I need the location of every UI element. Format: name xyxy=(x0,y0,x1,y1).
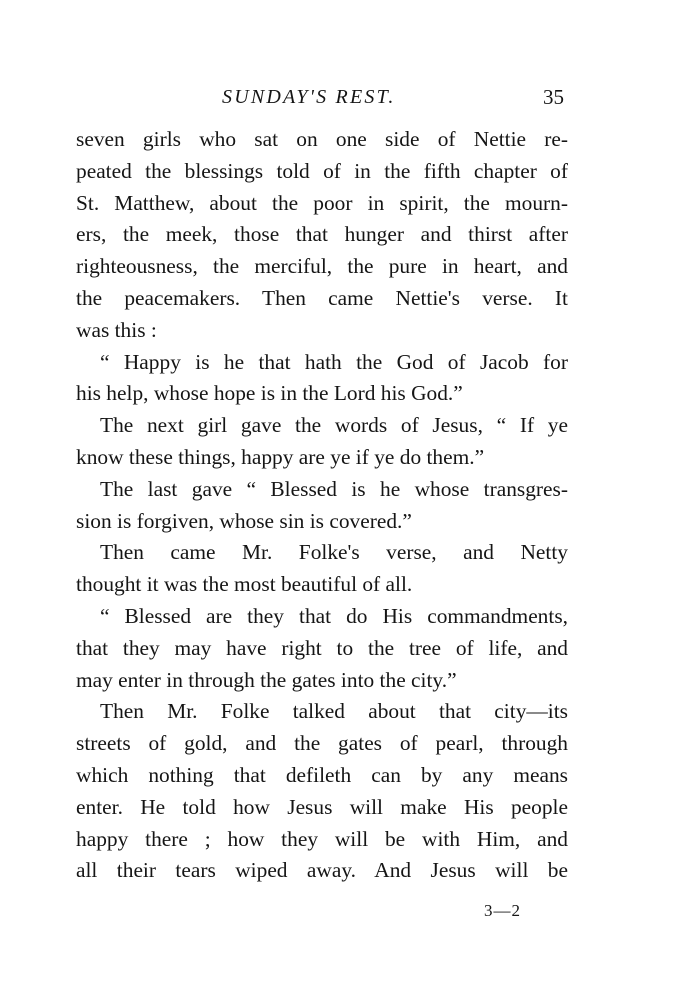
text-line: thought it was the most beautiful of all. xyxy=(76,572,413,597)
running-title: SUNDAY'S REST. xyxy=(222,86,396,108)
body-text xyxy=(76,124,568,887)
page-number: 35 xyxy=(543,85,564,109)
text-line: enter. He told how Jesus will make His people xyxy=(76,794,568,819)
text-line: “ Happy is he that hath the God of Jacob for xyxy=(100,349,568,374)
text-line: righteousness, the merciful, the pure in heart, and xyxy=(76,254,568,279)
text-line: all their tears wiped away. And Jesus will be xyxy=(76,858,568,883)
text-line: “ Blessed are they that do His commandments, xyxy=(100,603,568,628)
text-line: ers, the meek, those that hunger and thirst after xyxy=(76,222,568,247)
text-line: streets of gold, and the gates of pearl, through xyxy=(76,731,568,756)
text-line: was this : xyxy=(76,317,157,342)
text-line: seven girls who sat on one side of Nettie re- xyxy=(76,127,568,151)
signature-mark: 3—2 xyxy=(484,901,521,920)
text-line: know these things, happy are ye if ye do them.” xyxy=(76,444,485,469)
text-line: may enter in through the gates into the city.” xyxy=(76,667,457,692)
text-line: Then Mr. Folke talked about that city—its xyxy=(100,699,568,724)
text-line: sion is forgiven, whose sin is covered.” xyxy=(76,508,412,533)
text-line: happy there ; how they will be with Him, and xyxy=(76,826,568,851)
text-line: Then came Mr. Folke's verse, and Netty xyxy=(100,540,568,565)
text-line: which nothing that defileth can by any means xyxy=(76,762,568,787)
text-line: The last gave “ Blessed is he whose transgres- xyxy=(100,476,568,501)
text-line: The next girl gave the words of Jesus, “ If ye xyxy=(100,413,568,438)
text-line: peated the blessings told of in the fifth chapter of xyxy=(76,158,568,183)
text-line: the peacemakers. Then came Nettie's verse. It xyxy=(76,285,568,310)
running-head xyxy=(0,82,679,112)
text-line: his help, whose hope is in the Lord his God.” xyxy=(76,381,463,406)
text-line: that they may have right to the tree of life, and xyxy=(76,635,568,660)
text-line: St. Matthew, about the poor in spirit, the mourn- xyxy=(76,190,568,215)
